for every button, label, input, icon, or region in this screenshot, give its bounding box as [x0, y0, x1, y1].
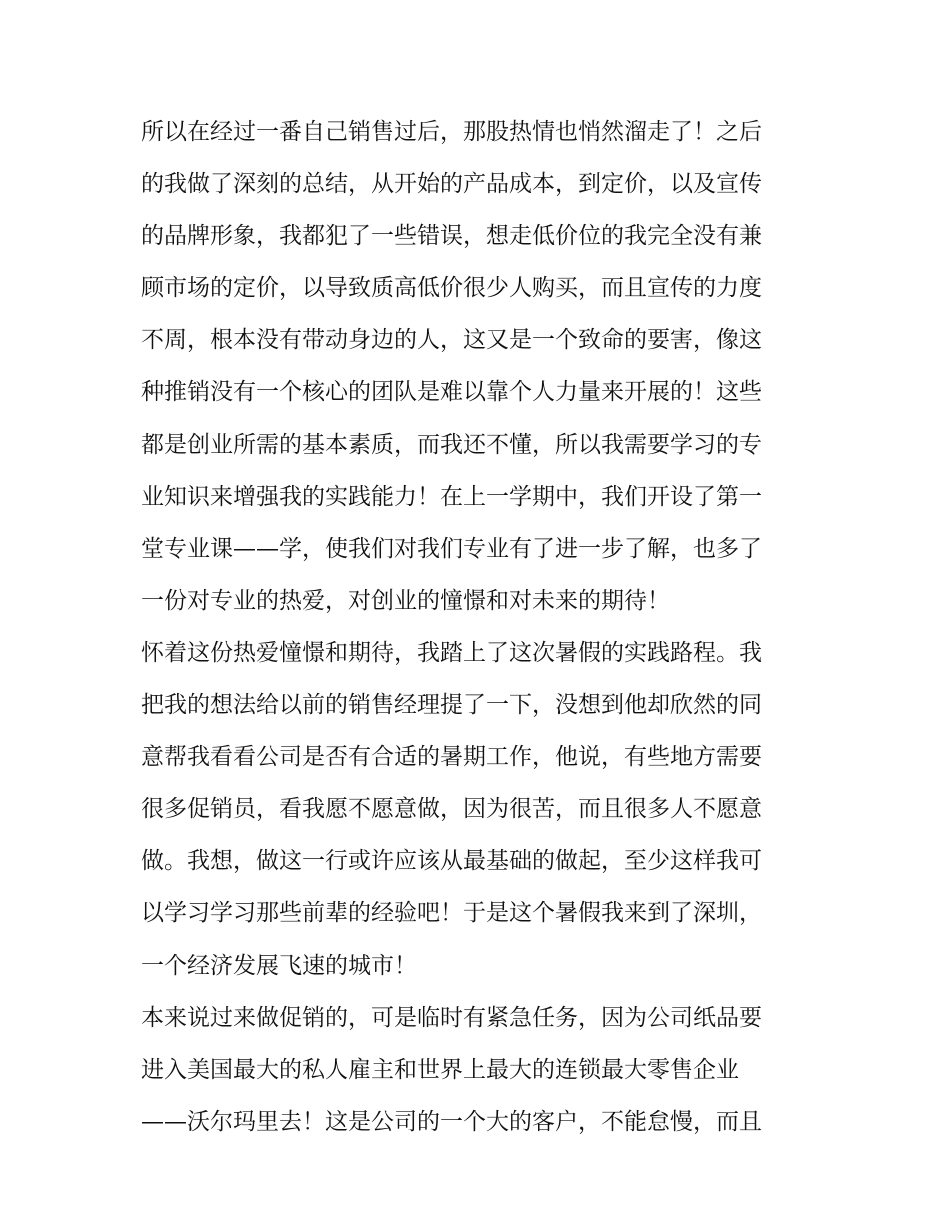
- text-line: 以学习学习那些前辈的经验吧！于是这个暑假我来到了深圳，: [141, 900, 762, 927]
- text-line: 的品牌形象，我都犯了一些错误，想走低价位的我完全没有兼: [141, 223, 762, 250]
- text-line: 做。我想，做这一行或许应该从最基础的做起，至少这样我可: [141, 848, 762, 875]
- text-line: 怀着这份热爱憧憬和期待，我踏上了这次暑假的实践路程。我: [141, 639, 762, 666]
- text-line: 把我的想法给以前的销售经理提了一下，没想到他却欣然的同: [141, 692, 762, 719]
- text-line: 顾市场的定价，以导致质高低价很少人购买，而且宣传的力度: [141, 275, 762, 302]
- text-line: 所以在经过一番自己销售过后，那股热情也悄然溜走了！之后: [141, 119, 762, 145]
- text-line: 进入美国最大的私人雇主和世界上最大的连锁最大零售企业: [141, 1056, 739, 1083]
- text-line: 都是创业所需的基本素质，而我还不懂，所以我需要学习的专: [141, 431, 762, 458]
- text-line: 堂专业课——学，使我们对我们专业有了进一步了解，也多了: [141, 535, 762, 562]
- text-line: ——沃尔玛里去！这是公司的一个大的客户，不能怠慢，而且: [141, 1108, 762, 1135]
- text-line: 一份对专业的热爱，对创业的憧憬和对未来的期待！: [141, 587, 670, 614]
- text-line: 很多促销员，看我愿不愿意做，因为很苦，而且很多人不愿意: [141, 796, 762, 823]
- text-line: 种推销没有一个核心的团队是难以靠个人力量来开展的！这些: [141, 379, 762, 406]
- text-line: 业知识来增强我的实践能力！在上一学期中，我们开设了第一: [141, 483, 762, 510]
- text-line: 不周，根本没有带动身边的人，这又是一个致命的要害，像这: [141, 327, 762, 354]
- text-line: 一个经济发展飞速的城市！: [141, 952, 417, 979]
- text-line: 本来说过来做促销的，可是临时有紧急任务，因为公司纸品要: [141, 1004, 762, 1031]
- text-line: 意帮我看看公司是否有合适的暑期工作，他说，有些地方需要: [141, 744, 762, 771]
- body-text: [141, 106, 821, 1148]
- text-line: 的我做了深刻的总结，从开始的产品成本，到定价，以及宣传: [141, 171, 762, 198]
